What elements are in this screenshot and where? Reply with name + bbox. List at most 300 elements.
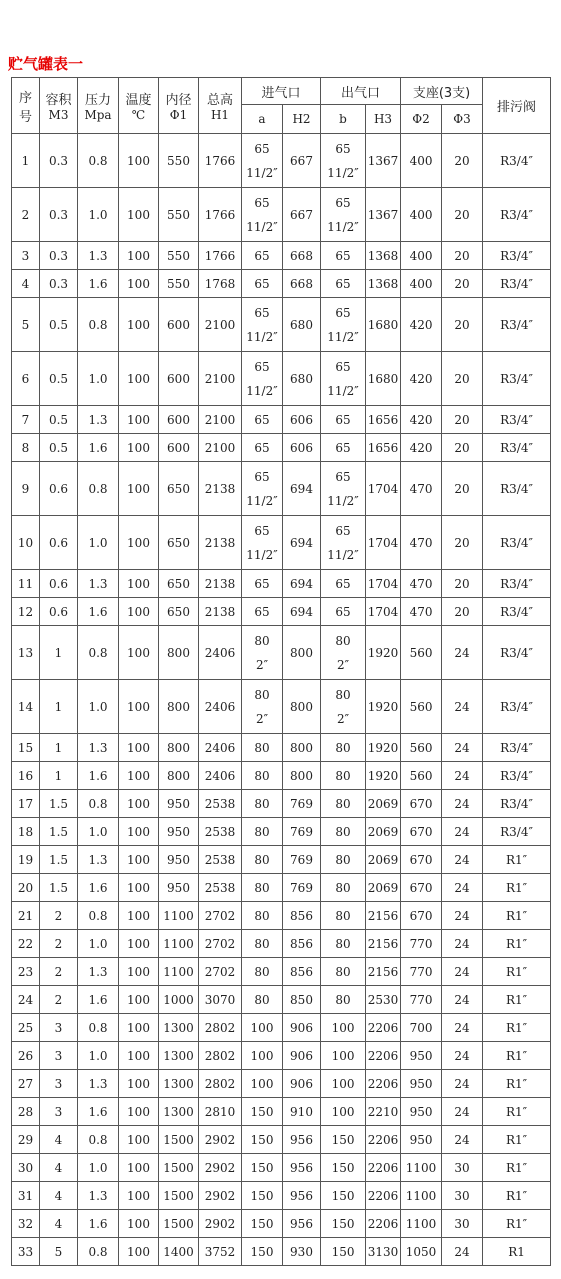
cell-support-phi2: 470	[401, 598, 442, 626]
table-row	[12, 680, 551, 734]
cell-support-phi3: 20	[442, 270, 483, 298]
cell-pressure: 0.8	[78, 790, 119, 818]
cell-drain-valve: R3/4″	[483, 242, 551, 270]
cell-outlet-b	[321, 1042, 366, 1070]
cell-inner-diameter: 950	[159, 818, 199, 846]
cell-support-phi3: 20	[442, 298, 483, 352]
cell-volume: 3	[40, 1042, 78, 1070]
cell-pressure: 0.8	[78, 902, 119, 930]
cell-outlet-b-line: 65	[335, 305, 351, 320]
col-header-inlet-a: a	[242, 105, 283, 134]
cell-support-phi3: 24	[442, 1098, 483, 1126]
table-row	[12, 818, 551, 846]
table-row	[12, 1126, 551, 1154]
cell-seq: 15	[12, 734, 40, 762]
cell-total-height: 2538	[199, 874, 242, 902]
cell-volume: 2	[40, 986, 78, 1014]
cell-volume: 1	[40, 680, 78, 734]
col-header-support-phi2: Φ2	[401, 105, 442, 134]
cell-outlet-b	[321, 818, 366, 846]
cell-outlet-b-line: 80	[335, 964, 351, 979]
cell-volume: 0.6	[40, 570, 78, 598]
cell-drain-valve: R1″	[483, 902, 551, 930]
cell-outlet-b	[321, 986, 366, 1014]
cell-outlet-b-line: 65	[335, 576, 351, 591]
cell-seq: 18	[12, 818, 40, 846]
cell-inlet-h2: 694	[283, 516, 321, 570]
cell-support-phi3: 24	[442, 790, 483, 818]
cell-outlet-b	[321, 1210, 366, 1238]
cell-inlet-a	[242, 298, 283, 352]
cell-outlet-b	[321, 930, 366, 958]
cell-support-phi2: 1050	[401, 1238, 442, 1266]
cell-outlet-b	[321, 902, 366, 930]
cell-support-phi3: 20	[442, 598, 483, 626]
cell-temperature: 100	[119, 986, 159, 1014]
cell-total-height: 2100	[199, 298, 242, 352]
cell-support-phi3: 24	[442, 1126, 483, 1154]
table-row	[12, 352, 551, 406]
cell-outlet-h3: 2206	[366, 1070, 401, 1098]
cell-temperature: 100	[119, 626, 159, 680]
cell-outlet-b-line: 80	[335, 768, 351, 783]
cell-outlet-b	[321, 1182, 366, 1210]
cell-inner-diameter: 1500	[159, 1210, 199, 1238]
cell-seq: 32	[12, 1210, 40, 1238]
cell-inlet-h2: 956	[283, 1182, 321, 1210]
cell-temperature: 100	[119, 434, 159, 462]
cell-inlet-a	[242, 680, 283, 734]
cell-support-phi3: 20	[442, 188, 483, 242]
cell-volume: 0.6	[40, 516, 78, 570]
cell-inlet-a-line: 80	[254, 687, 270, 702]
cell-seq: 21	[12, 902, 40, 930]
cell-support-phi2: 950	[401, 1098, 442, 1126]
cell-outlet-b	[321, 188, 366, 242]
cell-seq: 24	[12, 986, 40, 1014]
cell-inlet-a-line: 11/2″	[246, 165, 278, 180]
cell-total-height: 2406	[199, 680, 242, 734]
cell-inlet-h2: 769	[283, 874, 321, 902]
cell-outlet-b-line: 11/2″	[327, 329, 359, 344]
table-row	[12, 930, 551, 958]
cell-outlet-b	[321, 298, 366, 352]
cell-outlet-h3: 1680	[366, 352, 401, 406]
cell-volume: 4	[40, 1154, 78, 1182]
cell-inlet-a-line: 80	[254, 796, 270, 811]
cell-support-phi2: 670	[401, 902, 442, 930]
cell-support-phi3: 24	[442, 986, 483, 1014]
cell-total-height: 2138	[199, 570, 242, 598]
cell-inlet-a	[242, 1042, 283, 1070]
cell-pressure: 1.3	[78, 570, 119, 598]
cell-outlet-b	[321, 874, 366, 902]
cell-inner-diameter: 600	[159, 298, 199, 352]
cell-inlet-a	[242, 188, 283, 242]
cell-inlet-h2: 606	[283, 406, 321, 434]
cell-outlet-b	[321, 958, 366, 986]
cell-outlet-b	[321, 598, 366, 626]
cell-inlet-a	[242, 1098, 283, 1126]
cell-seq: 19	[12, 846, 40, 874]
cell-total-height: 2100	[199, 352, 242, 406]
cell-inlet-a	[242, 986, 283, 1014]
cell-inlet-a-line: 2″	[255, 657, 269, 672]
cell-outlet-h3: 2206	[366, 1182, 401, 1210]
col-header-inlet: 进气口	[242, 78, 321, 105]
cell-temperature: 100	[119, 406, 159, 434]
cell-total-height: 2702	[199, 958, 242, 986]
cell-inner-diameter: 1300	[159, 1098, 199, 1126]
cell-support-phi3: 24	[442, 734, 483, 762]
cell-pressure: 1.0	[78, 1042, 119, 1070]
cell-temperature: 100	[119, 570, 159, 598]
cell-temperature: 100	[119, 598, 159, 626]
cell-seq: 31	[12, 1182, 40, 1210]
cell-temperature: 100	[119, 846, 159, 874]
cell-seq: 3	[12, 242, 40, 270]
cell-pressure: 1.0	[78, 680, 119, 734]
cell-inlet-h2: 668	[283, 242, 321, 270]
cell-seq: 4	[12, 270, 40, 298]
cell-volume: 2	[40, 958, 78, 986]
cell-support-phi3: 30	[442, 1210, 483, 1238]
cell-pressure: 1.0	[78, 1154, 119, 1182]
table-row	[12, 958, 551, 986]
table-row	[12, 598, 551, 626]
cell-inlet-h2: 800	[283, 626, 321, 680]
cell-outlet-b	[321, 1014, 366, 1042]
cell-seq: 29	[12, 1126, 40, 1154]
cell-total-height: 2802	[199, 1070, 242, 1098]
cell-inlet-a-line: 100	[250, 1076, 274, 1091]
cell-inlet-h2: 680	[283, 298, 321, 352]
cell-drain-valve: R1″	[483, 1042, 551, 1070]
cell-temperature: 100	[119, 818, 159, 846]
cell-volume: 1.5	[40, 846, 78, 874]
air-tank-table-container	[11, 77, 550, 1266]
cell-seq: 1	[12, 134, 40, 188]
cell-inlet-a	[242, 352, 283, 406]
cell-temperature: 100	[119, 270, 159, 298]
cell-inlet-a-line: 65	[254, 523, 270, 538]
cell-inlet-a	[242, 406, 283, 434]
cell-outlet-b	[321, 462, 366, 516]
cell-drain-valve: R3/4″	[483, 406, 551, 434]
cell-temperature: 100	[119, 352, 159, 406]
cell-outlet-b	[321, 734, 366, 762]
table-row	[12, 270, 551, 298]
cell-temperature: 100	[119, 874, 159, 902]
cell-outlet-h3: 2069	[366, 790, 401, 818]
cell-pressure: 1.6	[78, 1210, 119, 1238]
cell-inlet-h2: 800	[283, 762, 321, 790]
cell-outlet-b-line: 11/2″	[327, 493, 359, 508]
cell-total-height: 2406	[199, 734, 242, 762]
cell-pressure: 1.6	[78, 1098, 119, 1126]
cell-outlet-b-line: 100	[331, 1048, 355, 1063]
cell-outlet-b-line: 11/2″	[327, 165, 359, 180]
cell-support-phi3: 24	[442, 958, 483, 986]
cell-drain-valve: R3/4″	[483, 134, 551, 188]
col-header-temperature: 温度 ℃	[119, 78, 159, 134]
cell-pressure: 1.3	[78, 1182, 119, 1210]
cell-inlet-a-line: 11/2″	[246, 329, 278, 344]
table-row	[12, 626, 551, 680]
cell-inlet-a-line: 65	[254, 440, 270, 455]
col-header-inner-diameter: 内径 Φ1	[159, 78, 199, 134]
cell-outlet-b	[321, 516, 366, 570]
table-row	[12, 762, 551, 790]
cell-inlet-h2: 856	[283, 958, 321, 986]
cell-support-phi3: 24	[442, 902, 483, 930]
cell-inlet-a	[242, 790, 283, 818]
cell-support-phi3: 24	[442, 626, 483, 680]
cell-inlet-h2: 800	[283, 734, 321, 762]
cell-inlet-a-line: 65	[254, 576, 270, 591]
cell-seq: 5	[12, 298, 40, 352]
cell-inlet-a	[242, 930, 283, 958]
cell-inlet-a	[242, 626, 283, 680]
cell-seq: 26	[12, 1042, 40, 1070]
cell-support-phi3: 20	[442, 570, 483, 598]
cell-temperature: 100	[119, 902, 159, 930]
cell-drain-valve: R3/4″	[483, 462, 551, 516]
cell-support-phi3: 24	[442, 930, 483, 958]
cell-temperature: 100	[119, 1042, 159, 1070]
cell-inlet-a-line: 65	[254, 469, 270, 484]
cell-inlet-a	[242, 462, 283, 516]
cell-inlet-a-line: 11/2″	[246, 547, 278, 562]
table-row	[12, 570, 551, 598]
cell-inner-diameter: 550	[159, 188, 199, 242]
cell-support-phi2: 400	[401, 242, 442, 270]
cell-inner-diameter: 1100	[159, 958, 199, 986]
cell-volume: 3	[40, 1070, 78, 1098]
cell-inlet-h2: 694	[283, 570, 321, 598]
cell-support-phi3: 20	[442, 352, 483, 406]
cell-outlet-h3: 2530	[366, 986, 401, 1014]
cell-inlet-a	[242, 1014, 283, 1042]
cell-pressure: 1.6	[78, 598, 119, 626]
cell-drain-valve: R1″	[483, 1210, 551, 1238]
cell-volume: 0.5	[40, 434, 78, 462]
air-tank-spec-table	[11, 77, 551, 1266]
cell-support-phi2: 400	[401, 270, 442, 298]
cell-outlet-b	[321, 1154, 366, 1182]
table-row	[12, 1070, 551, 1098]
cell-support-phi3: 20	[442, 462, 483, 516]
cell-inlet-a-line: 150	[250, 1160, 274, 1175]
cell-support-phi2: 1100	[401, 1182, 442, 1210]
cell-pressure: 1.0	[78, 930, 119, 958]
cell-outlet-b-line: 2″	[336, 657, 350, 672]
table-row	[12, 298, 551, 352]
cell-inlet-h2: 668	[283, 270, 321, 298]
cell-inlet-a-line: 80	[254, 633, 270, 648]
cell-temperature: 100	[119, 188, 159, 242]
cell-inner-diameter: 600	[159, 352, 199, 406]
cell-inner-diameter: 1100	[159, 902, 199, 930]
cell-temperature: 100	[119, 1070, 159, 1098]
cell-seq: 33	[12, 1238, 40, 1266]
cell-outlet-b-line: 65	[335, 440, 351, 455]
cell-outlet-h3: 1368	[366, 270, 401, 298]
cell-pressure: 1.6	[78, 270, 119, 298]
cell-temperature: 100	[119, 680, 159, 734]
cell-volume: 0.3	[40, 134, 78, 188]
cell-outlet-h3: 2156	[366, 930, 401, 958]
cell-total-height: 1768	[199, 270, 242, 298]
cell-inlet-h2: 906	[283, 1014, 321, 1042]
cell-volume: 1	[40, 734, 78, 762]
cell-temperature: 100	[119, 790, 159, 818]
cell-inlet-h2: 606	[283, 434, 321, 462]
col-header-outlet-h3: H3	[366, 105, 401, 134]
cell-pressure: 0.8	[78, 1014, 119, 1042]
col-header-total-height: 总高 H1	[199, 78, 242, 134]
cell-support-phi2: 670	[401, 874, 442, 902]
cell-seq: 12	[12, 598, 40, 626]
cell-inlet-h2: 850	[283, 986, 321, 1014]
cell-support-phi2: 770	[401, 986, 442, 1014]
cell-outlet-h3: 1704	[366, 570, 401, 598]
cell-outlet-b-line: 150	[331, 1160, 355, 1175]
cell-outlet-h3: 1920	[366, 626, 401, 680]
cell-inlet-a-line: 150	[250, 1132, 274, 1147]
cell-drain-valve: R1″	[483, 958, 551, 986]
cell-support-phi2: 950	[401, 1042, 442, 1070]
table-row	[12, 1210, 551, 1238]
cell-inlet-h2: 856	[283, 930, 321, 958]
table-row	[12, 846, 551, 874]
table-row	[12, 790, 551, 818]
cell-inlet-h2: 956	[283, 1210, 321, 1238]
cell-inner-diameter: 800	[159, 626, 199, 680]
cell-volume: 0.6	[40, 598, 78, 626]
cell-inner-diameter: 550	[159, 242, 199, 270]
cell-inlet-a-line: 80	[254, 824, 270, 839]
cell-outlet-b-line: 150	[331, 1216, 355, 1231]
cell-inlet-a-line: 80	[254, 768, 270, 783]
cell-inlet-a	[242, 958, 283, 986]
cell-inlet-a-line: 11/2″	[246, 219, 278, 234]
cell-inner-diameter: 1000	[159, 986, 199, 1014]
cell-outlet-h3: 2206	[366, 1042, 401, 1070]
cell-volume: 3	[40, 1098, 78, 1126]
cell-seq: 20	[12, 874, 40, 902]
cell-inner-diameter: 1300	[159, 1070, 199, 1098]
cell-inner-diameter: 550	[159, 270, 199, 298]
cell-support-phi3: 24	[442, 818, 483, 846]
table-row	[12, 902, 551, 930]
cell-inner-diameter: 800	[159, 680, 199, 734]
cell-inner-diameter: 1300	[159, 1042, 199, 1070]
cell-support-phi3: 24	[442, 680, 483, 734]
cell-inlet-a-line: 80	[254, 992, 270, 1007]
cell-inlet-a-line: 65	[254, 305, 270, 320]
cell-inlet-a-line: 80	[254, 880, 270, 895]
cell-drain-valve: R1″	[483, 1014, 551, 1042]
cell-temperature: 100	[119, 516, 159, 570]
cell-total-height: 1766	[199, 242, 242, 270]
cell-inlet-h2: 956	[283, 1126, 321, 1154]
cell-inner-diameter: 950	[159, 846, 199, 874]
cell-total-height: 2702	[199, 930, 242, 958]
cell-outlet-b-line: 65	[335, 195, 351, 210]
cell-outlet-b-line: 80	[335, 908, 351, 923]
cell-support-phi2: 670	[401, 846, 442, 874]
cell-inlet-a-line: 11/2″	[246, 493, 278, 508]
cell-inlet-a-line: 80	[254, 852, 270, 867]
table-row	[12, 1014, 551, 1042]
cell-total-height: 2702	[199, 902, 242, 930]
cell-inlet-a-line: 65	[254, 141, 270, 156]
cell-drain-valve: R3/4″	[483, 516, 551, 570]
table-row	[12, 434, 551, 462]
cell-volume: 0.5	[40, 298, 78, 352]
cell-outlet-h3: 2069	[366, 846, 401, 874]
cell-seq: 13	[12, 626, 40, 680]
cell-outlet-b	[321, 680, 366, 734]
cell-temperature: 100	[119, 1238, 159, 1266]
cell-drain-valve: R3/4″	[483, 680, 551, 734]
cell-support-phi2: 670	[401, 790, 442, 818]
cell-drain-valve: R1	[483, 1238, 551, 1266]
cell-volume: 3	[40, 1014, 78, 1042]
cell-inlet-h2: 856	[283, 902, 321, 930]
cell-inlet-a	[242, 270, 283, 298]
cell-inlet-a-line: 11/2″	[246, 383, 278, 398]
cell-pressure: 1.6	[78, 874, 119, 902]
cell-total-height: 2138	[199, 462, 242, 516]
cell-volume: 0.3	[40, 242, 78, 270]
cell-outlet-h3: 1704	[366, 598, 401, 626]
cell-outlet-h3: 1656	[366, 406, 401, 434]
table-row	[12, 734, 551, 762]
cell-outlet-h3: 2206	[366, 1126, 401, 1154]
cell-inlet-a-line: 65	[254, 604, 270, 619]
cell-total-height: 2138	[199, 598, 242, 626]
cell-inlet-a	[242, 902, 283, 930]
table-row	[12, 242, 551, 270]
cell-outlet-h3: 1656	[366, 434, 401, 462]
cell-pressure: 0.8	[78, 298, 119, 352]
cell-outlet-b-line: 2″	[336, 711, 350, 726]
cell-outlet-b	[321, 846, 366, 874]
cell-inner-diameter: 1100	[159, 930, 199, 958]
cell-drain-valve: R3/4″	[483, 790, 551, 818]
cell-seq: 6	[12, 352, 40, 406]
cell-support-phi2: 420	[401, 352, 442, 406]
cell-support-phi2: 400	[401, 188, 442, 242]
cell-outlet-h3: 1367	[366, 188, 401, 242]
table-body	[12, 134, 551, 1266]
cell-total-height: 1766	[199, 134, 242, 188]
cell-support-phi2: 670	[401, 818, 442, 846]
cell-seq: 23	[12, 958, 40, 986]
cell-drain-valve: R1″	[483, 874, 551, 902]
cell-outlet-h3: 3130	[366, 1238, 401, 1266]
cell-inner-diameter: 950	[159, 790, 199, 818]
cell-outlet-b-line: 65	[335, 469, 351, 484]
cell-inner-diameter: 550	[159, 134, 199, 188]
cell-outlet-b	[321, 626, 366, 680]
cell-support-phi3: 20	[442, 406, 483, 434]
cell-inlet-a-line: 150	[250, 1188, 274, 1203]
cell-outlet-b	[321, 570, 366, 598]
cell-inlet-h2: 667	[283, 134, 321, 188]
